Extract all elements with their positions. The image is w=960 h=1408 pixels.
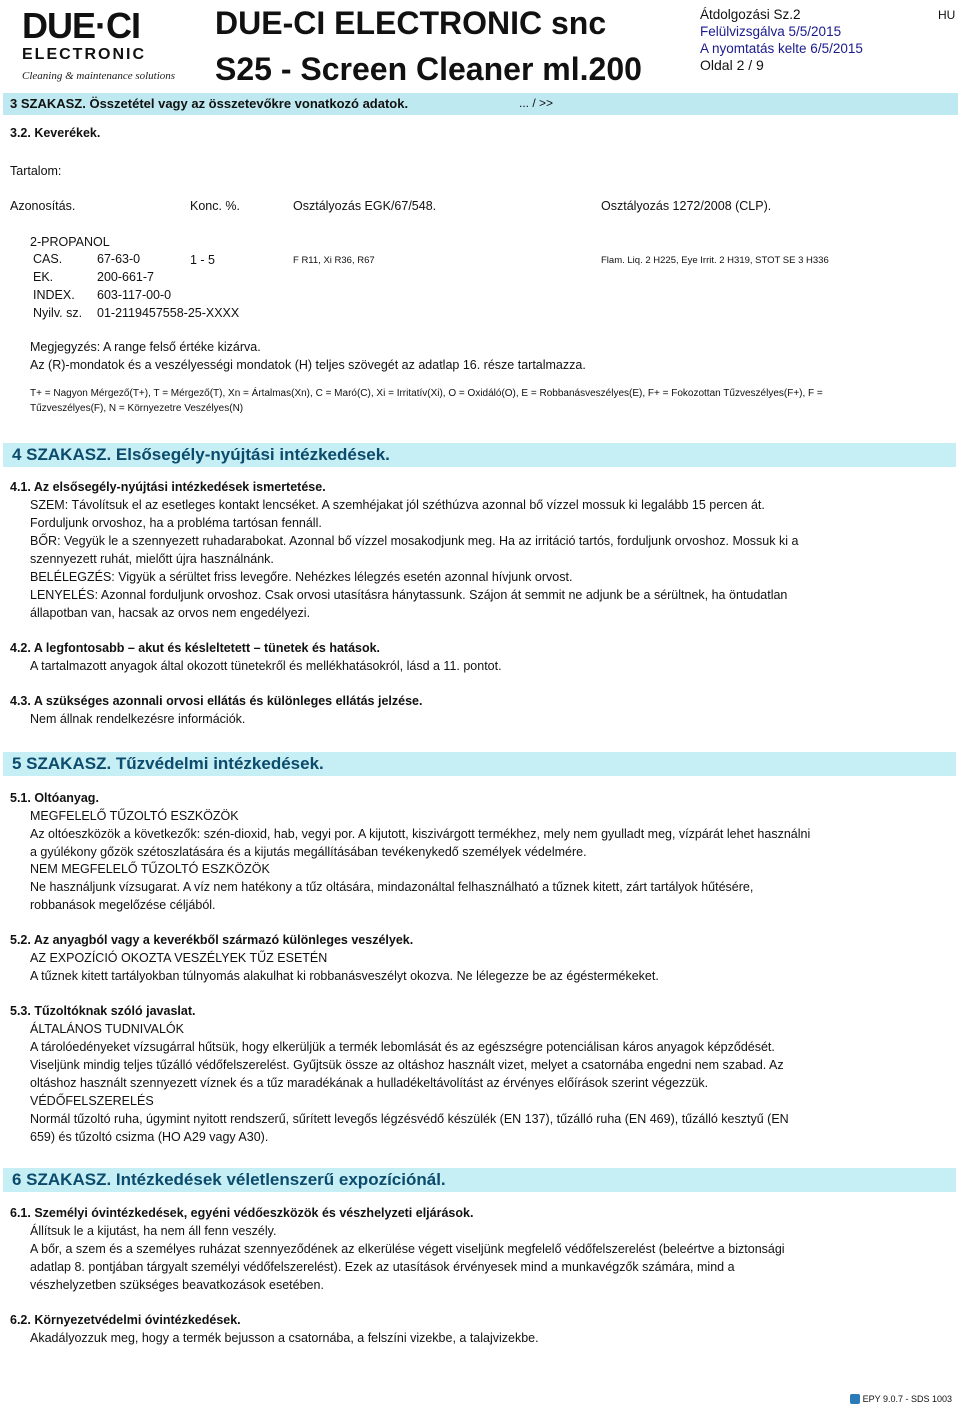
- product-name: S25 - Screen Cleaner ml.200: [215, 51, 642, 87]
- logo-subtext: ELECTRONIC: [22, 46, 146, 63]
- firefighter-advice-line: Normál tűzoltó ruha, úgymint nyitott rendszerű, sűrített levegős légzésvédő készülék (EN 137), tűzálló ruha (EN 469), tűzálló kesztyű (EN: [30, 1112, 789, 1126]
- firefighter-advice-line: VÉDŐFELSZERELÉS: [30, 1094, 154, 1108]
- print-date: A nyomtatás kelte 6/5/2015: [700, 41, 863, 56]
- special-hazard-line: AZ EXPOZÍCIÓ OKOZTA VESZÉLYEK TŰZ ESETÉN: [30, 951, 328, 965]
- extinguishing-line: NEM MEGFELELŐ TŰZOLTÓ ESZKÖZÖK: [30, 862, 270, 876]
- first-aid-line: BŐR: Vegyük le a szennyezett ruhadarabokat. Azonnal bő vízzel mosakodjunk meg. Ha az irritáció tartós, forduljunk orvoshoz. Mossuk ki a: [30, 534, 799, 548]
- hazard-legend-line-1: T+ = Nagyon Mérgező(T+), T = Mérgező(T), Xn = Ártalmas(Xn), C = Maró(C), Xi = Irritatív(Xi), O = Oxidáló(O), E = Robbanásveszélyes(E), F+ = Fokozottan Tűzveszélyes(F+), F =: [30, 388, 823, 399]
- personal-precaution-line: vészhelyzetben szükséges beavatkozások esetében.: [30, 1278, 324, 1292]
- extinguishing-line: Az oltóeszközök a következők: szén-dioxid, hab, vegyi por. A kijutott, kiszivárgott termékhez, mely nem gyulladt meg, vízpárát lehet használni: [30, 827, 811, 841]
- personal-precaution-line: adatlap 8. pontjában tárgyalt személyi védőfelszerelést). Ezek az utasítások érvényesek mind a munkavégzők számára, mind a: [30, 1260, 735, 1274]
- first-aid-line: szennyezett ruhát, mielőtt újra használnánk.: [30, 552, 274, 566]
- firefighter-advice-line: Viseljünk mindig teljes tűzálló védőfelszerelést. Gyűjtsük össze az oltáshoz használt vizet, melyet a csatornába engedni nem szabad. Az: [30, 1058, 784, 1072]
- index-number: 603-117-00-0: [97, 288, 172, 302]
- column-concentration: Konc. %.: [190, 199, 241, 213]
- footer-label: EPY 9.0.7 - SDS 1003: [862, 1394, 952, 1404]
- subsection-3-2: 3.2. Keverékek.: [10, 126, 101, 140]
- cas-number: 67-63-0: [97, 252, 141, 266]
- firefighter-advice-line: A tárolóedényeket vízsugárral hűtsük, hogy elkerüljük a termék lebomlását és az egészségre potenciálisan káros anyagok képződését.: [30, 1040, 775, 1054]
- section-3-header: [3, 93, 958, 115]
- column-eec-classification: Osztályozás EGK/67/548.: [293, 199, 437, 213]
- section-5-title: 5 SZAKASZ. Tűzvédelmi intézkedések.: [12, 754, 324, 773]
- cas-label: CAS.: [33, 252, 63, 266]
- extinguishing-line: robbanások megelőzése céljából.: [30, 898, 216, 912]
- personal-precaution-line: A bőr, a szem és a személyes ruházat szennyeződének az elkerülése végett viseljünk megfelelő védőfelszerelést (beleértve a biztonsági: [30, 1242, 785, 1256]
- note-range: Megjegyzés: A range felső értéke kizárva.: [30, 340, 261, 354]
- contents-label: Tartalom:: [10, 164, 62, 178]
- substance-clp-classification: Flam. Liq. 2 H225, Eye Irrit. 2 H319, STOT SE 3 H336: [601, 255, 829, 266]
- page-number: Oldal 2 / 9: [700, 57, 764, 73]
- ek-number: 200-661-7: [97, 270, 154, 284]
- firefighter-advice-line: oltáshoz használt szennyezett víznek és a tűz maradékának a hulladékeltávolítást az érvényes előírások szerint végezzük.: [30, 1076, 709, 1090]
- continued-marker: ... / >>: [519, 96, 554, 110]
- first-aid-line: SZEM: Távolítsuk el az esetleges kontakt lencséket. A szemhéjakat jól széthúzva azonnal bő vízzel mossuk ki legalább 15 percen át.: [30, 498, 765, 512]
- subsection-4-3-title: 4.3. A szükséges azonnali orvosi ellátás és különleges ellátás jelzése.: [10, 694, 423, 708]
- special-hazard-line: A tűznek kitett tartályokban túlnyomás alakulhat ki robbanásveszélyt okozva. Ne lélegezze be az égéstermékeket.: [30, 969, 659, 983]
- substance-name: 2-PROPANOL: [30, 235, 110, 249]
- index-label: INDEX.: [33, 288, 75, 302]
- registration-number: 01-2119457558-25-XXXX: [97, 306, 240, 320]
- section-6-header: [3, 1168, 956, 1192]
- substance-eec-classification: F R11, Xi R36, R67: [293, 255, 375, 266]
- extinguishing-line: a gyúlékony gőzök szétoszlatására és a kijutás megállításában tevékenykedő személyek védelmére.: [30, 845, 587, 859]
- company-name: DUE-CI ELECTRONIC snc: [215, 5, 607, 41]
- personal-precaution-line: Állítsuk le a kijutást, ha nem áll fenn veszély.: [30, 1224, 277, 1238]
- first-aid-line: Forduljunk orvoshoz, ha a probléma tartósan fennáll.: [30, 516, 322, 530]
- extinguishing-line: Ne használjunk vízsugarat. A víz nem hatékony a tűz oltására, mindazonáltal felhasználható a tűznek kitett, zárt tartályok hűtésére,: [30, 880, 754, 894]
- note-r-phrases: Az (R)-mondatok és a veszélyességi mondatok (H) teljes szövegét az adatlap 16. része tartalmazza.: [30, 358, 586, 372]
- subsection-4-1-title: 4.1. Az elsősegély-nyújtási intézkedések ismertetése.: [10, 480, 326, 494]
- subsection-5-1-title: 5.1. Oltóanyag.: [10, 791, 99, 805]
- substance-concentration: 1 - 5: [190, 253, 216, 267]
- subsection-5-2-title: 5.2. Az anyagból vagy a keverékből származó különleges veszélyek.: [10, 933, 414, 947]
- firefighter-advice-line: 659) és tűzoltó csizma (HO A29 vagy A30).: [30, 1130, 269, 1144]
- first-aid-line: állapotban van, hacsak az orvos nem engedélyezi.: [30, 606, 311, 620]
- epy-logo-icon: [850, 1394, 860, 1404]
- language-code: HU: [938, 8, 956, 22]
- review-date: Felülvizsgálva 5/5/2015: [700, 24, 842, 39]
- document-meta: [700, 6, 863, 74]
- subsection-5-3-title: 5.3. Tűzoltóknak szóló javaslat.: [10, 1004, 196, 1018]
- section-6-title: 6 SZAKASZ. Intézkedések véletlenszerű expozíciónál.: [12, 1170, 446, 1189]
- first-aid-line: LENYELÉS: Azonnal forduljunk orvoshoz. Csak orvosi utasításra hánytassunk. Szájon át semmit ne adjunk be a sérültnek, ha öntudatlan: [30, 588, 788, 602]
- subsection-6-2-title: 6.2. Környezetvédelmi óvintézkedések.: [10, 1313, 241, 1327]
- ek-label: EK.: [33, 270, 54, 284]
- registration-label: Nyilv. sz.: [33, 306, 83, 320]
- hazard-legend-line-2: Tűzveszélyes(F), N = Környezetre Veszélyes(N): [30, 403, 244, 414]
- section-5-header: [3, 752, 956, 776]
- first-aid-line: BELÉLEGZÉS: Vigyük a sérültet friss levegőre. Nehézkes lélegzés esetén azonnal hívjunk orvost.: [30, 570, 573, 584]
- section-3-title: 3 SZAKASZ. Összetétel vagy az összetevőkre vonatkozó adatok.: [10, 96, 409, 111]
- section-4-title: 4 SZAKASZ. Elsősegély-nyújtási intézkedések.: [12, 445, 390, 464]
- logo-tagline: Cleaning & maintenance solutions: [22, 70, 176, 82]
- revision-number: Átdolgozási Sz.2: [700, 7, 801, 22]
- column-clp-classification: Osztályozás 1272/2008 (CLP).: [601, 199, 772, 213]
- subsection-6-2-text: Akadályozzuk meg, hogy a termék bejusson a csatornába, a felszíni vizekbe, a talajvizekbe.: [30, 1331, 539, 1345]
- subsection-6-1-title: 6.1. Személyi óvintézkedések, egyéni védőeszközök és vészhelyzeti eljárások.: [10, 1206, 474, 1220]
- firefighter-advice-line: ÁLTALÁNOS TUDNIVALÓK: [30, 1022, 184, 1036]
- section-4-header: [3, 443, 956, 467]
- subsection-4-2-title: 4.2. A legfontosabb – akut és késleltetett – tünetek és hatások.: [10, 641, 381, 655]
- company-logo: [22, 5, 187, 86]
- extinguishing-line: MEGFELELŐ TŰZOLTÓ ESZKÖZÖK: [30, 809, 239, 823]
- column-identification: Azonosítás.: [10, 199, 76, 213]
- subsection-4-2-text: A tartalmazott anyagok által okozott tünetekről és mellékhatásokról, lásd a 11. pontot.: [30, 659, 502, 673]
- footer: [850, 1394, 952, 1404]
- logo-text: DUE·CI: [22, 5, 140, 46]
- subsection-4-3-text: Nem állnak rendelkezésre információk.: [30, 712, 246, 726]
